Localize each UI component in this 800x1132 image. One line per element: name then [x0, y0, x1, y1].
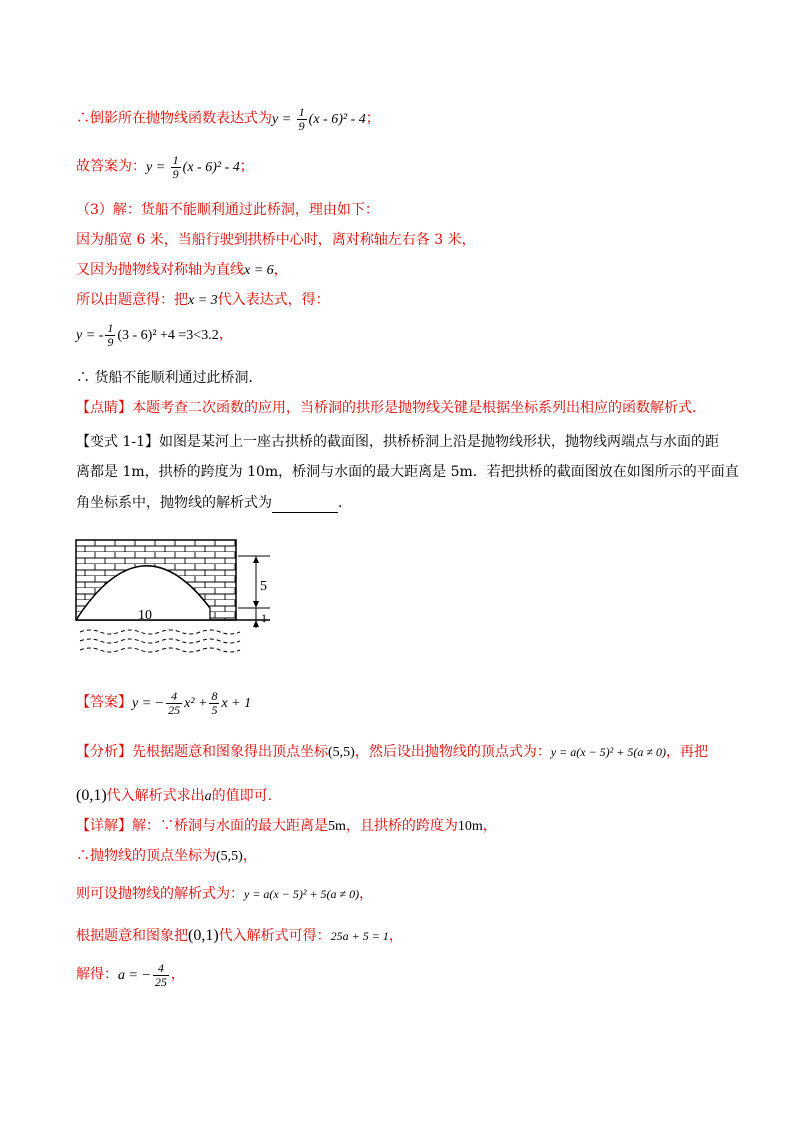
variant-l3: 角坐标系中，抛物线的解析式为: [76, 495, 272, 511]
part3-l5-num: 1: [107, 321, 114, 335]
dianjing-text: 本题考查二次函数的应用，当桥洞的拱形是抛物线关键是根据坐标系列出相应的函数解析式．: [132, 400, 706, 416]
analysis-eq: y = a(x − 5)² + 5(a ≠ 0): [550, 745, 666, 759]
analysis-t2: ，然后设出抛物线的顶点式为：: [354, 744, 551, 760]
detail-l4b: 代入解析式可得：: [218, 928, 331, 944]
detail-line1: [76, 816, 497, 837]
arrow-up-small-icon: [253, 620, 259, 627]
part3-line5: [76, 322, 233, 349]
arrow-down-icon: [253, 601, 259, 608]
variant-line3: [76, 493, 352, 513]
detail-l4c: ，: [388, 928, 403, 944]
part3-line3: [76, 260, 288, 281]
line1-eq-rest: (x - 6)² - 4: [308, 111, 366, 127]
line1-end: ；: [365, 110, 380, 127]
detail-l4eq: 25a + 5 = 1: [330, 929, 389, 943]
detail-l4pt: (0,1): [188, 927, 219, 944]
detail-l2a: ∴抛物线的顶点坐标为: [76, 848, 216, 864]
part3-l3-text: 又因为抛物线对称轴为直线: [76, 262, 244, 278]
part3-l3-end: ，: [273, 262, 288, 278]
answer-eq-lhs: y = −: [132, 695, 165, 711]
analysis-a: a: [204, 789, 212, 804]
detail-line4: [76, 926, 403, 946]
detail-line3: [76, 884, 373, 904]
line1-frac-num: 1: [298, 105, 305, 119]
detail-line5: [76, 962, 185, 989]
variant-l3-end: ．: [338, 495, 352, 511]
part3-l5-rest: (3 - 6)² +4 =3<3.2: [117, 327, 219, 343]
dianjing: [76, 398, 706, 418]
analysis-line2: [76, 786, 272, 807]
analysis-tag: 【分析】: [76, 744, 132, 760]
line2-eq-rest: (x - 6)² - 4: [182, 159, 240, 175]
line2-eq-lhs: y =: [146, 159, 169, 175]
detail-l5b: ，: [170, 966, 185, 983]
analysis-t4: 代入解析式求出: [106, 788, 205, 804]
part3-line2: 因为船宽 6 米，当船行驶到拱桥中心时，离对称轴左右各 3 米，: [76, 232, 476, 248]
detail-l3a: 则可设抛物线的解析式为：: [76, 886, 244, 902]
analysis-t5: 的值即可.: [211, 788, 273, 804]
wave-1: [80, 630, 240, 634]
detail-l1v2: 10m: [457, 819, 483, 834]
detail-l5-equation: [118, 961, 171, 989]
detail-l1c: ，: [482, 818, 497, 834]
detail-l5den: 25: [154, 975, 167, 989]
detail-l3eq: y = a(x − 5)² + 5(a ≠ 0): [244, 887, 360, 901]
variant-line2: 离都是 1m，拱桥的跨度为 10m，桥洞与水面的最大距离是 5m．若把拱桥的截面图放在如图所示的平面直: [76, 464, 739, 480]
answer-tag: 【答案】: [76, 694, 132, 711]
wave-3: [80, 648, 240, 652]
answer-n2: 8: [211, 689, 218, 703]
answer-mid: x² +: [184, 695, 208, 711]
answer-d1: 25: [168, 703, 181, 717]
line2-equation: [146, 153, 240, 181]
line1-eq-lhs: y =: [272, 111, 295, 127]
part3-l3-eq: x = 6: [244, 263, 274, 278]
part3-l5-lhs: y = -: [76, 327, 104, 343]
part3-line1: （3）解：货船不能顺利通过此桥洞，理由如下：: [76, 202, 379, 218]
analysis-point: (0,1): [76, 787, 107, 804]
answer-equation: [132, 689, 252, 717]
detail-l1a: 解：∵桥洞与水面的最大距离是: [132, 818, 328, 834]
line2-frac-num: 1: [172, 153, 179, 167]
analysis-t1: 先根据题意和图象得出顶点坐标: [132, 744, 328, 760]
wave-2: [80, 639, 240, 643]
part3-l4-eq: x = 3: [188, 293, 218, 308]
line1-text: ∴倒影所在抛物线函数表达式为: [76, 110, 272, 127]
line2-frac-den: 9: [172, 167, 179, 181]
detail-l5a: 解得：: [76, 966, 118, 983]
analysis-t3: ，再把: [665, 744, 708, 760]
variant-line1: [76, 432, 719, 452]
answer-blank: [272, 498, 338, 513]
offset-label: 1: [261, 611, 267, 625]
detail-line2: [76, 846, 257, 867]
detail-l5num: 4: [153, 962, 169, 976]
dianjing-tag: 【点睛】: [76, 400, 132, 416]
part3-l5-den: 9: [107, 335, 114, 349]
detail-tag: 【详解】: [76, 818, 132, 834]
span-label: 10: [138, 608, 152, 623]
answer-d2: 5: [211, 703, 218, 717]
detail-l1b: ，且拱桥的跨度为: [345, 818, 458, 834]
detail-l5eq: a = −: [118, 967, 151, 983]
line-answer: [76, 154, 254, 181]
line2-end: ；: [239, 158, 254, 175]
line1-equation: [272, 105, 366, 133]
part3-l5-end: ，: [218, 326, 233, 343]
part3-conclusion: ∴ 货船不能顺利通过此桥洞．: [76, 370, 263, 386]
part3-l5-equation: [76, 321, 219, 349]
answer-line: [76, 690, 251, 717]
line2-text: 故答案为：: [76, 158, 146, 175]
part3-l4-text: 所以由题意得：把: [76, 292, 188, 308]
analysis-line1: [76, 742, 708, 763]
height-label: 5: [260, 579, 267, 594]
part3-line4: [76, 290, 330, 311]
arch-bridge-figure: [70, 528, 280, 658]
detail-l4a: 根据题意和图象把: [76, 928, 188, 944]
line-expression: [76, 106, 380, 133]
answer-n1: 4: [166, 690, 182, 704]
detail-l1v1: 5m: [328, 819, 346, 834]
detail-l2v: (5,5): [216, 849, 243, 864]
line1-frac-den: 9: [298, 119, 305, 133]
arrow-up-icon: [253, 556, 259, 563]
part3-l4-text2: 代入表达式，得：: [217, 292, 330, 308]
answer-tail: x + 1: [221, 695, 252, 711]
variant-tag: 【变式 1-1】: [76, 434, 159, 450]
analysis-vertex: (5,5): [328, 745, 355, 760]
detail-l3b: ，: [359, 886, 374, 902]
variant-l1: 如图是某河上一座古拱桥的截面图，拱桥桥洞上沿是抛物线形状，抛物线两端点与水面的距: [159, 434, 719, 450]
detail-l2b: ，: [242, 848, 257, 864]
